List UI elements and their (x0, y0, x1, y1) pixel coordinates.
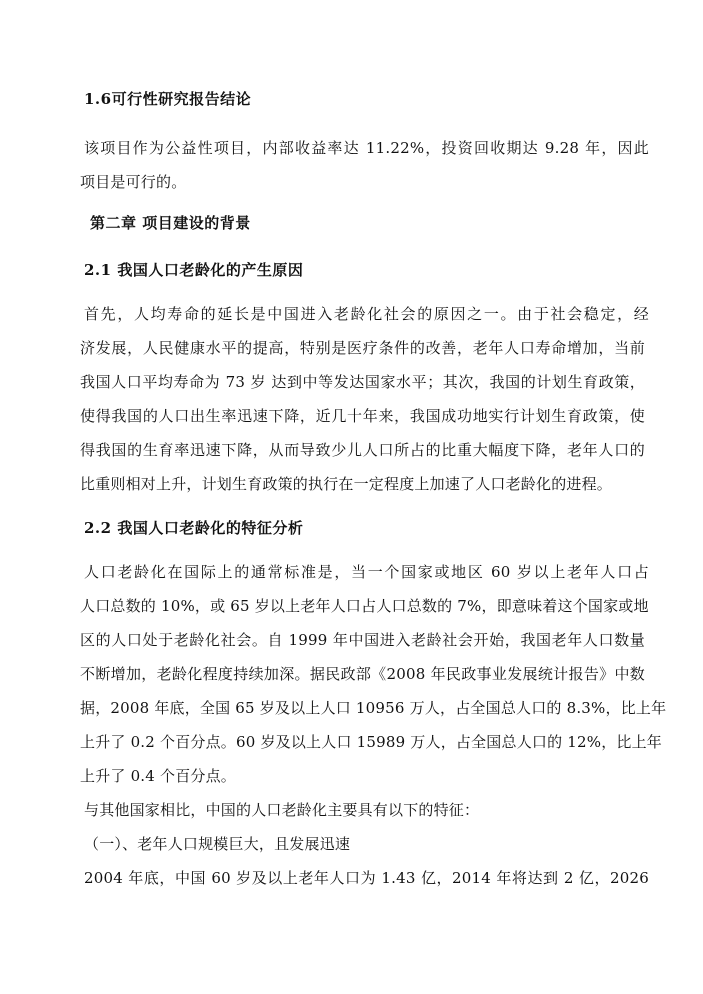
paragraph-line: 我国人口平均寿命为 73 岁 达到中等发达国家水平；其次，我国的计划生育政策， (80, 373, 645, 391)
paragraph-line: 上升了 0.4 个百分点。 (80, 767, 236, 785)
paragraph-line: 据，2008 年底，全国 65 岁及以上人口 10956 万人，占全国总人口的 8.3%，比上年 (80, 699, 667, 717)
paragraph-line: 济发展，人民健康水平的提高，特别是医疗条件的改善，老年人口寿命增加，当前 (80, 339, 645, 357)
paragraph-line: 人口总数的 10%，或 65 岁以上老年人口占人口总数的 7%，即意味着这个国家或地 (80, 597, 649, 615)
paragraph-line: 该项目作为公益性项目，内部收益率达 11.22%，投资回收期达 9.28 年，因此 (84, 139, 649, 157)
paragraph-line: 人口老龄化在国际上的通常标准是，当一个国家或地区 60 岁以上老年人口占 (84, 563, 649, 581)
section-heading-2-1: 2.1 我国人口老龄化的产生原因 (84, 261, 304, 279)
paragraph-line: 2004 年底，中国 60 岁及以上老年人口为 1.43 亿，2014 年将达到 2 亿，2026 (84, 869, 649, 887)
paragraph-line: 得我国的生育率迅速下降，从而导致少儿人口所占的比重大幅度下降，老年人口的 (80, 441, 645, 459)
list-heading: （一）、老年人口规模巨大，且发展迅速 (84, 835, 351, 853)
chapter-title: 第二章 项目建设的背景 (90, 214, 251, 232)
paragraph-line: 使得我国的人口出生率迅速下降，近几十年来，我国成功地实行计划生育政策，使 (80, 407, 645, 425)
paragraph-line: 上升了 0.2 个百分点。60 岁及以上人口 15989 万人，占全国总人口的 12%，比上年 (80, 733, 663, 751)
paragraph-line: 与其他国家相比，中国的人口老龄化主要具有以下的特征： (84, 801, 480, 819)
paragraph-line: 比重则相对上升，计划生育政策的执行在一定程度上加速了人口老龄化的进程。 (80, 475, 613, 493)
section-heading-1-6: 1.6可行性研究报告结论 (84, 90, 252, 108)
paragraph-line: 项目是可行的。 (80, 173, 187, 191)
paragraph-line: 区的人口处于老龄化社会。自 1999 年中国进入老龄社会开始，我国老年人口数量 (80, 631, 645, 649)
paragraph-line: 不断增加，老龄化程度持续加深。据民政部《2008 年民政事业发展统计报告》中数 (80, 665, 645, 683)
paragraph-line: 首先，人均寿命的延长是中国进入老龄化社会的原因之一。由于社会稳定，经 (84, 305, 649, 323)
section-heading-2-2: 2.2 我国人口老龄化的特征分析 (84, 519, 304, 537)
